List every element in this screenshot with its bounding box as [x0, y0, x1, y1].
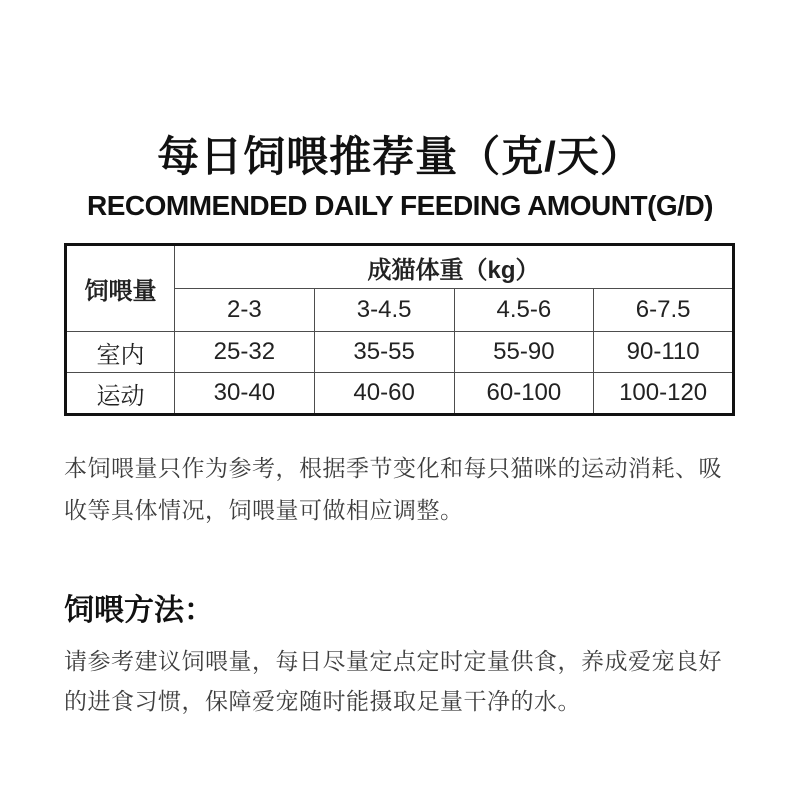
feeding-amount-cell: 60-100 — [454, 373, 594, 415]
weight-range-cell: 4.5-6 — [454, 289, 594, 332]
feeding-amount-cell: 90-110 — [594, 332, 734, 373]
page-title: 每日饲喂推荐量（克/天） — [157, 133, 643, 180]
table-row-active — [66, 373, 734, 415]
note-paragraph: 本饲喂量只作为参考，根据季节变化和每只猫咪的运动消耗、吸收等具体情况，饲喂量可做相应调整。 — [64, 455, 722, 523]
feeding-method-paragraph: 请参考建议饲喂量，每日尽量定点定时定量供食，养成爱宠良好的进食习惯，保障爱宠随时能摄取足量干净的水。 — [64, 648, 722, 714]
row-header-title-cell: 饲喂量 — [66, 245, 175, 332]
feeding-amount-cell: 100-120 — [594, 373, 734, 415]
weight-range-cell: 3-4.5 — [314, 289, 454, 332]
weight-range-cell: 2-3 — [175, 289, 315, 332]
feeding-amount-cell: 55-90 — [454, 332, 594, 373]
table-header-row-group — [66, 245, 734, 289]
feeding-amount-table — [64, 243, 735, 416]
row-label-cell: 运动 — [66, 373, 175, 415]
table-row-indoor — [66, 332, 734, 373]
page-subtitle: RECOMMENDED DAILY FEEDING AMOUNT(G/D) — [86, 190, 714, 221]
content-area — [64, 130, 736, 721]
weight-range-cell: 6-7.5 — [594, 289, 734, 332]
weight-group-header-cell: 成猫体重（kg） — [175, 245, 734, 289]
feeding-amount-cell: 25-32 — [175, 332, 315, 373]
feeding-amount-cell: 30-40 — [175, 373, 315, 415]
row-label-cell: 室内 — [66, 332, 175, 373]
feeding-amount-cell: 35-55 — [314, 332, 454, 373]
feeding-amount-cell: 40-60 — [314, 373, 454, 415]
feeding-method-heading: 饲喂方法： — [64, 594, 214, 627]
